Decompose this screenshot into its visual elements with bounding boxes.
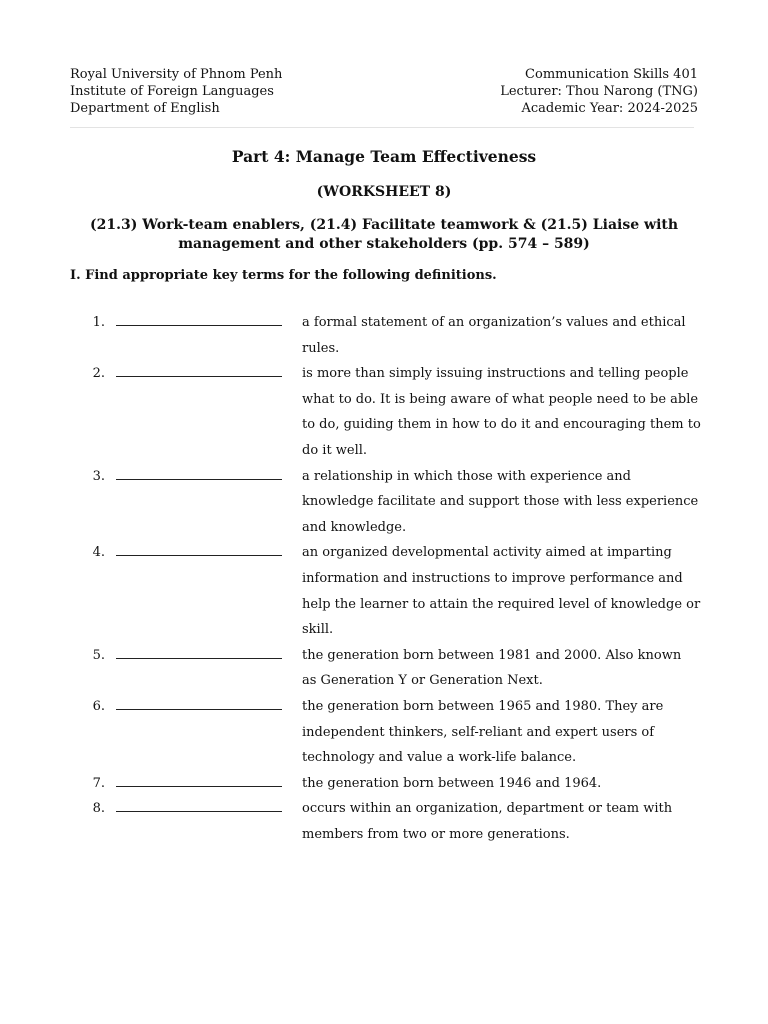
- answer-underline: [116, 479, 282, 480]
- instruction-heading: I. Find appropriate key terms for the following definitions.: [70, 268, 497, 283]
- definition-text: [302, 464, 700, 541]
- definition-line: rules.: [302, 340, 340, 356]
- definition-line: a formal statement of an organization’s values and ethical: [302, 315, 686, 330]
- definition-line: is more than simply issuing instructions and telling people: [302, 366, 689, 382]
- definition-line: occurs within an organization, department or team with: [302, 801, 673, 817]
- header-divider: [70, 127, 694, 128]
- definition-line: the generation born between 1981 and 2000. Also known: [302, 647, 682, 663]
- list-item: [70, 361, 701, 463]
- list-item: [70, 310, 698, 361]
- answer-blank[interactable]: [116, 464, 282, 490]
- page-title: Part 4: Manage Team Effectiveness: [231, 147, 537, 166]
- definition-text: [302, 540, 700, 642]
- list-item: [70, 643, 698, 694]
- subtitle-line: (21.3) Work-team enablers, (21.4) Facilitate teamwork & (21.5) Liaise with: [89, 217, 679, 233]
- definition-line: a relationship in which those with experience and: [302, 468, 632, 484]
- item-number: 5.: [92, 647, 105, 663]
- definition-text: [302, 361, 700, 463]
- definition-line: information and instructions to improve performance and: [302, 570, 683, 586]
- answer-blank[interactable]: [116, 796, 282, 822]
- definition-line: and knowledge.: [302, 519, 407, 535]
- definition-line: the generation born between 1946 and 1964.: [302, 775, 602, 791]
- course-block: [500, 66, 698, 117]
- definition-line: skill.: [302, 622, 334, 638]
- list-item: [70, 771, 698, 797]
- list-item: [70, 796, 698, 847]
- institute-name: Institute of Foreign Languages: [70, 84, 274, 99]
- list-item: [70, 464, 698, 541]
- item-number: 1.: [92, 315, 105, 330]
- answer-underline: [116, 658, 282, 659]
- definition-line: members from two or more generations.: [302, 826, 570, 842]
- definition-line: technology and value a work-life balance.: [302, 750, 577, 766]
- item-number: 7.: [92, 775, 105, 791]
- definition-line: an organized developmental activity aimed at imparting: [302, 545, 672, 561]
- definition-text: [302, 796, 700, 847]
- definition-line: to do, guiding them in how to do it and encouraging them to: [302, 417, 701, 433]
- lecturer-name: Lecturer: Thou Narong (TNG): [500, 84, 698, 99]
- list-item: [70, 540, 701, 642]
- answer-underline: [116, 786, 282, 787]
- answer-blank[interactable]: [116, 540, 282, 566]
- definition-line: the generation born between 1965 and 1980. They are: [302, 698, 664, 714]
- item-number: 6.: [92, 698, 105, 714]
- institution-block: [70, 66, 282, 117]
- answer-blank[interactable]: [116, 643, 282, 669]
- definition-text: [302, 643, 700, 694]
- answer-blank[interactable]: [116, 361, 282, 387]
- item-number: 4.: [92, 545, 105, 561]
- definition-line: help the learner to attain the required level of knowledge or: [302, 596, 701, 612]
- worksheet-label: (WORKSHEET 8): [316, 184, 452, 200]
- definition-line: as Generation Y or Generation Next.: [302, 673, 543, 689]
- item-number: 3.: [92, 468, 105, 484]
- department-name: Department of English: [70, 101, 220, 116]
- definitions-list: [70, 310, 701, 847]
- answer-blank[interactable]: [116, 771, 282, 797]
- definition-line: independent thinkers, self-reliant and expert users of: [302, 724, 655, 740]
- answer-underline: [116, 376, 282, 377]
- section-subtitle: [84, 216, 684, 254]
- definition-line: what to do. It is being aware of what people need to be able: [302, 391, 699, 407]
- course-name: Communication Skills 401: [525, 67, 698, 82]
- answer-blank[interactable]: [116, 694, 282, 720]
- definition-text: [302, 771, 700, 797]
- answer-blank[interactable]: [116, 310, 282, 336]
- item-number: 2.: [92, 366, 105, 382]
- list-item: [70, 694, 698, 771]
- answer-underline: [116, 325, 282, 326]
- answer-underline: [116, 709, 282, 710]
- definition-line: do it well.: [302, 442, 368, 458]
- item-number: 8.: [92, 801, 105, 817]
- definition-text: [302, 310, 700, 361]
- academic-year: Academic Year: 2024-2025: [521, 101, 698, 116]
- definition-line: knowledge facilitate and support those with less experience: [302, 494, 699, 510]
- answer-underline: [116, 811, 282, 812]
- subtitle-line: management and other stakeholders (pp. 574 – 589): [178, 236, 590, 252]
- university-name: Royal University of Phnom Penh: [70, 67, 283, 82]
- definition-text: [302, 694, 700, 771]
- answer-underline: [116, 555, 282, 556]
